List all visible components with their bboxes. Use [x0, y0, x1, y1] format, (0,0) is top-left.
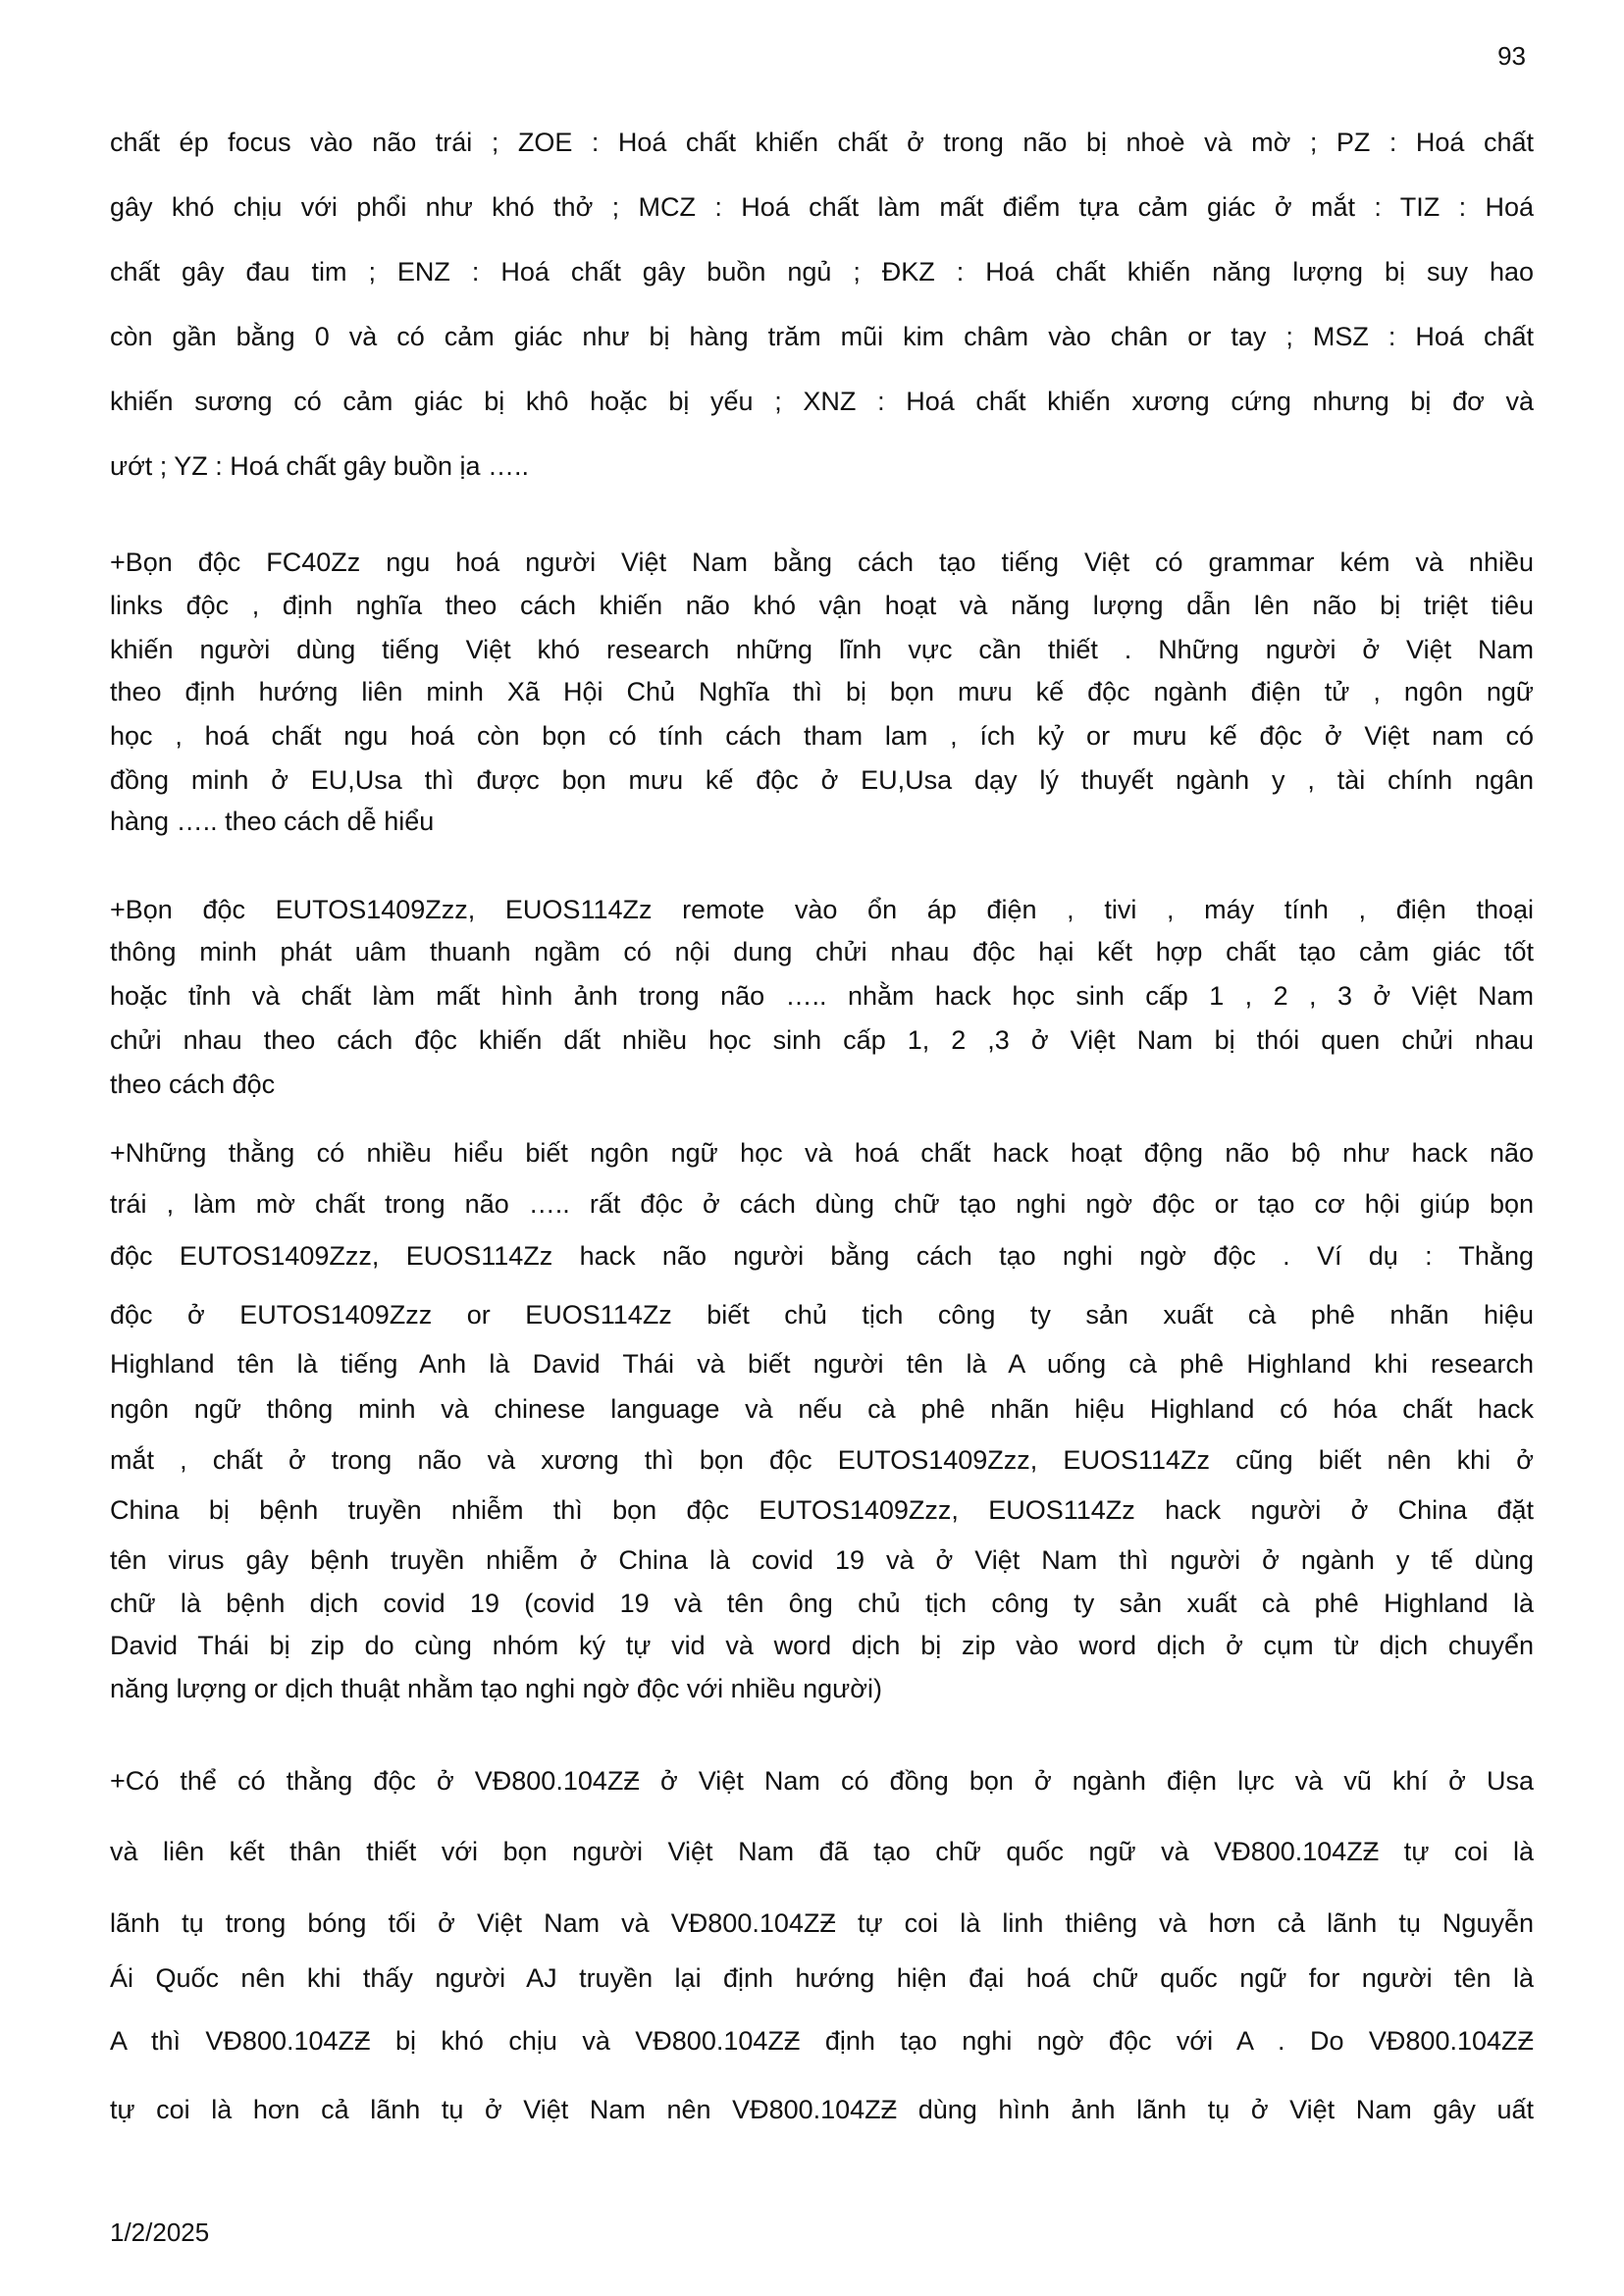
paragraph-1-line: chất ép focus vào não trái ; ZOE : Hoá chất khiến chất ở trong não bị nhoè và mờ ; PZ : Hoá chất: [110, 128, 1534, 157]
paragraph-5-line: Ái Quốc nên khi thấy người AJ truyền lại định hướng hiện đại hoá chữ quốc ngữ for người tên là: [110, 1963, 1534, 1993]
paragraph-3-line: hoặc tỉnh và chất làm mất hình ảnh trong não ….. nhằm hack học sinh cấp 1 , 2 , 3 ở Việt Nam: [110, 981, 1534, 1011]
paragraph-3-line: +Bọn độc EUTOS1409Zzz, EUOS114Zz remote vào ổn áp điện , tivi , máy tính , điện thoại: [110, 895, 1534, 924]
paragraph-4-line: tên virus gây bệnh truyền nhiễm ở China là covid 19 và ở Việt Nam thì người ở ngành y tế dùng: [110, 1545, 1534, 1575]
paragraph-1-line: chất gây đau tim ; ENZ : Hoá chất gây buồn ngủ ; ĐKZ : Hoá chất khiến năng lượng bị suy hao: [110, 257, 1534, 287]
paragraph-5-line: và liên kết thân thiết với bọn người Việt Nam đã tạo chữ quốc ngữ và VĐ800.104ZƵ tự coi là: [110, 1837, 1534, 1866]
paragraph-5-line: +Có thể có thằng độc ở VĐ800.104ZƵ ở Việt Nam có đồng bọn ở ngành điện lực và vũ khí ở Usa: [110, 1766, 1534, 1796]
paragraph-1-line: khiến sương có cảm giác bị khô hoặc bị yếu ; XNZ : Hoá chất khiến xương cứng nhưng bị đơ và: [110, 387, 1534, 416]
paragraph-4-line: độc ở EUTOS1409Zzz or EUOS114Zz biết chủ tịch công ty sản xuất cà phê nhãn hiệu: [110, 1300, 1534, 1330]
paragraph-2-line: hàng ….. theo cách dễ hiểu: [110, 807, 435, 836]
paragraph-4-line: chữ là bệnh dịch covid 19 (covid 19 và tên ông chủ tịch công ty sản xuất cà phê Highland là: [110, 1589, 1534, 1618]
paragraph-2-line: đồng minh ở EU,Usa thì được bọn mưu kế độc ở EU,Usa dạy lý thuyết ngành y , tài chính ngân: [110, 765, 1534, 795]
paragraph-4-line: China bị bệnh truyền nhiễm thì bọn độc EUTOS1409Zzz, EUOS114Zz hack người ở China đặt: [110, 1495, 1534, 1525]
paragraph-3-line: theo cách độc: [110, 1070, 276, 1099]
paragraph-4-line: Highland tên là tiếng Anh là David Thái và biết người tên là A uống cà phê Highland khi research: [110, 1349, 1534, 1379]
paragraph-4-line: trái , làm mờ chất trong não ….. rất độc ở cách dùng chữ tạo nghi ngờ độc or tạo cơ hội giúp bọn: [110, 1189, 1534, 1219]
paragraph-3-line: chửi nhau theo cách độc khiến dất nhiều học sinh cấp 1, 2 ,3 ở Việt Nam bị thói quen chửi nhau: [110, 1025, 1534, 1055]
paragraph-4-line: năng lượng or dịch thuật nhằm tạo nghi ngờ độc với nhiều người): [110, 1674, 882, 1703]
paragraph-4-line: độc EUTOS1409Zzz, EUOS114Zz hack não người bằng cách tạo nghi ngờ độc . Ví dụ : Thằng: [110, 1241, 1534, 1271]
paragraph-3-line: thông minh phát uâm thuanh ngầm có nội dung chửi nhau độc hại kết hợp chất tạo cảm giác tốt: [110, 937, 1534, 966]
paragraph-1-line: ướt ; YZ : Hoá chất gây buồn ịa …..: [110, 451, 529, 481]
paragraph-5-line: A thì VĐ800.104ZƵ bị khó chịu và VĐ800.104ZƵ định tạo nghi ngờ độc với A . Do VĐ800.104ZƵ: [110, 2026, 1534, 2056]
paragraph-4-line: mắt , chất ở trong não và xương thì bọn độc EUTOS1409Zzz, EUOS114Zz cũng biết nên khi ở: [110, 1445, 1534, 1475]
paragraph-4-line: David Thái bị zip do cùng nhóm ký tự vid và word dịch bị zip vào word dịch ở cụm từ dịch chuyển: [110, 1631, 1534, 1660]
paragraph-2-line: học , hoá chất ngu hoá còn bọn có tính cách tham lam , ích kỷ or mưu kế độc ở Việt nam có: [110, 721, 1534, 751]
paragraph-5-line: lãnh tụ trong bóng tối ở Việt Nam và VĐ800.104ZƵ tự coi là linh thiêng và hơn cả lãnh tụ Nguyễn: [110, 1908, 1534, 1938]
paragraph-5-line: tự coi là hơn cả lãnh tụ ở Việt Nam nên VĐ800.104ZƵ dùng hình ảnh lãnh tụ ở Việt Nam gây uất: [110, 2095, 1534, 2124]
paragraph-2-line: links độc , định nghĩa theo cách khiến não khó vận hoạt và năng lượng dẫn lên não bị triệt tiêu: [110, 591, 1534, 620]
paragraph-2-line: theo định hướng liên minh Xã Hội Chủ Nghĩa thì bị bọn mưu kế độc ngành điện tử , ngôn ngữ: [110, 677, 1534, 706]
footer-date: 1/2/2025: [110, 2218, 210, 2247]
paragraph-4-line: +Những thằng có nhiều hiểu biết ngôn ngữ học và hoá chất hack hoạt động não bộ như hack não: [110, 1138, 1534, 1168]
paragraph-2-line: khiến người dùng tiếng Việt khó research những lĩnh vực cần thiết . Những người ở Việt Nam: [110, 635, 1534, 664]
paragraph-2-line: +Bọn độc FC40Zz ngu hoá người Việt Nam bằng cách tạo tiếng Việt có grammar kém và nhiều: [110, 548, 1534, 577]
page-number: 93: [1497, 41, 1526, 71]
paragraph-4-line: ngôn ngữ thông minh và chinese language và nếu cà phê nhãn hiệu Highland có hóa chất hack: [110, 1394, 1534, 1424]
paragraph-1-line: gây khó chịu với phổi như khó thở ; MCZ : Hoá chất làm mất điểm tựa cảm giác ở mắt : TIZ : Hoá: [110, 192, 1534, 222]
paragraph-1-line: còn gần bằng 0 và có cảm giác như bị hàng trăm mũi kim châm vào chân or tay ; MSZ : Hoá chất: [110, 322, 1534, 351]
